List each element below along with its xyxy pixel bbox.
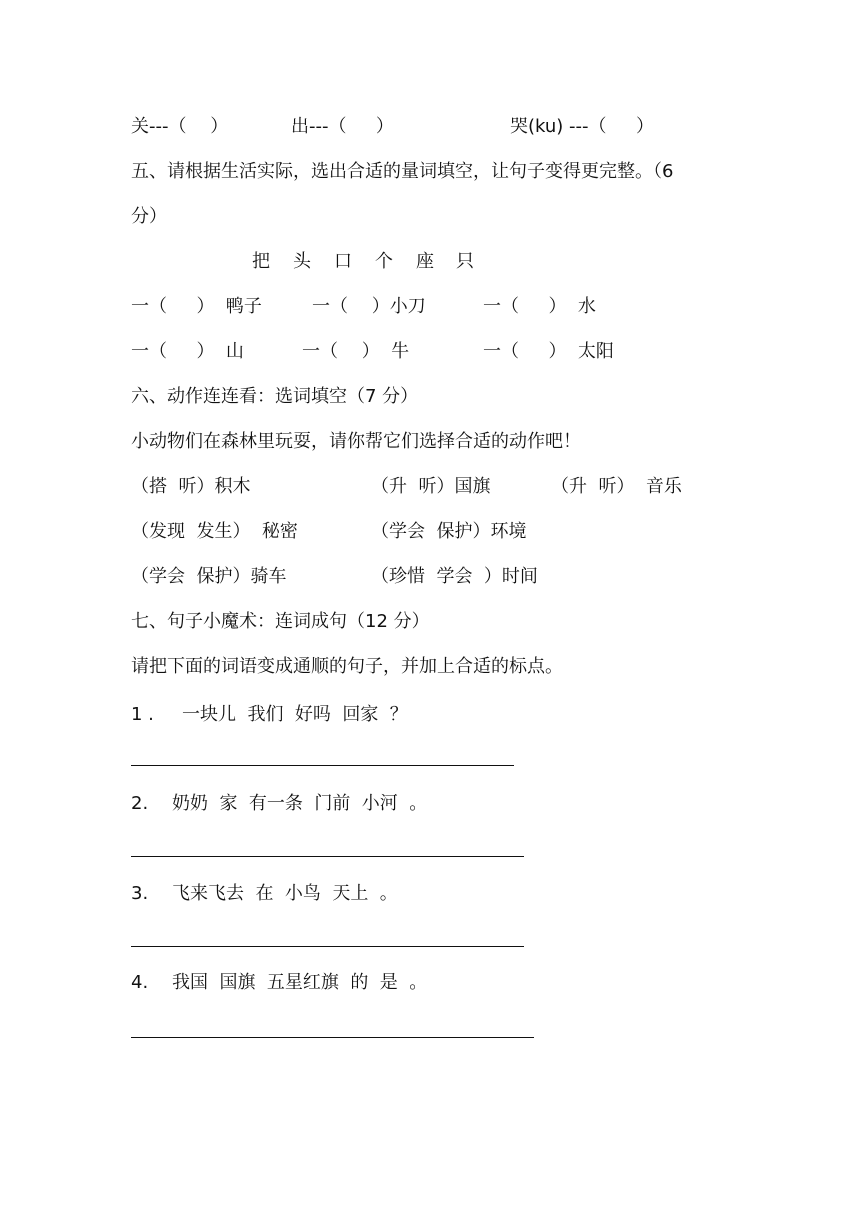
section-title: 六、动作连连看：选词填空（7 分） bbox=[131, 386, 419, 407]
antonym-item: 关---（ ） bbox=[131, 116, 229, 137]
measure-word-item: 一（ ） 牛 bbox=[302, 341, 410, 362]
section-title-continued: 分） bbox=[131, 206, 167, 227]
sentence-words: 飞来飞去 在 小鸟 天上 。 bbox=[172, 883, 398, 904]
sentence-words: 奶奶 家 有一条 门前 小河 。 bbox=[172, 793, 428, 814]
word-bank-item: 只 bbox=[456, 251, 474, 272]
measure-word-item: 一（ ） 太阳 bbox=[483, 341, 614, 362]
antonym-item: 哭(ku) ---（ ） bbox=[510, 116, 654, 137]
word-bank-item: 把 bbox=[252, 251, 270, 272]
word-bank-item: 口 bbox=[334, 251, 352, 272]
answer-line[interactable] bbox=[131, 946, 524, 947]
measure-word-item: 一（ ）小刀 bbox=[312, 296, 426, 317]
verb-choice-item: （发现 发生） 秘密 bbox=[131, 521, 298, 542]
verb-choice-item: （升 听） 音乐 bbox=[551, 476, 682, 497]
measure-word-item: 一（ ） 鸭子 bbox=[131, 296, 262, 317]
word-bank-item: 头 bbox=[293, 251, 311, 272]
section-title: 五、请根据生活实际，选出合适的量词填空，让句子变得更完整。（6 bbox=[131, 161, 674, 182]
word-bank-item: 座 bbox=[416, 251, 434, 272]
sentence-number: 2. bbox=[131, 793, 149, 814]
sentence-number: 1 . bbox=[131, 704, 154, 725]
section-intro: 请把下面的词语变成通顺的句子，并加上合适的标点。 bbox=[131, 656, 563, 677]
sentence-words: 我国 国旗 五星红旗 的 是 。 bbox=[172, 972, 428, 993]
answer-line[interactable] bbox=[131, 1037, 534, 1038]
section-title: 七、句子小魔术：连词成句（12 分） bbox=[131, 611, 430, 632]
sentence-number: 4. bbox=[131, 972, 149, 993]
verb-choice-item: （搭 听）积木 bbox=[131, 476, 251, 497]
answer-line[interactable] bbox=[131, 856, 524, 857]
measure-word-item: 一（ ） 山 bbox=[131, 341, 244, 362]
sentence-words: 一块儿 我们 好吗 回家 ？ bbox=[182, 704, 408, 725]
answer-line[interactable] bbox=[131, 765, 514, 766]
section-intro: 小动物们在森林里玩耍，请你帮它们选择合适的动作吧！ bbox=[131, 431, 581, 452]
word-bank-item: 个 bbox=[375, 251, 393, 272]
measure-word-item: 一（ ） 水 bbox=[483, 296, 596, 317]
sentence-number: 3. bbox=[131, 883, 149, 904]
verb-choice-item: （学会 保护）骑车 bbox=[131, 566, 287, 587]
verb-choice-item: （升 听）国旗 bbox=[371, 476, 491, 497]
verb-choice-item: （学会 保护）环境 bbox=[371, 521, 527, 542]
verb-choice-item: （珍惜 学会 ）时间 bbox=[371, 566, 538, 587]
antonym-item: 出---（ ） bbox=[291, 116, 394, 137]
